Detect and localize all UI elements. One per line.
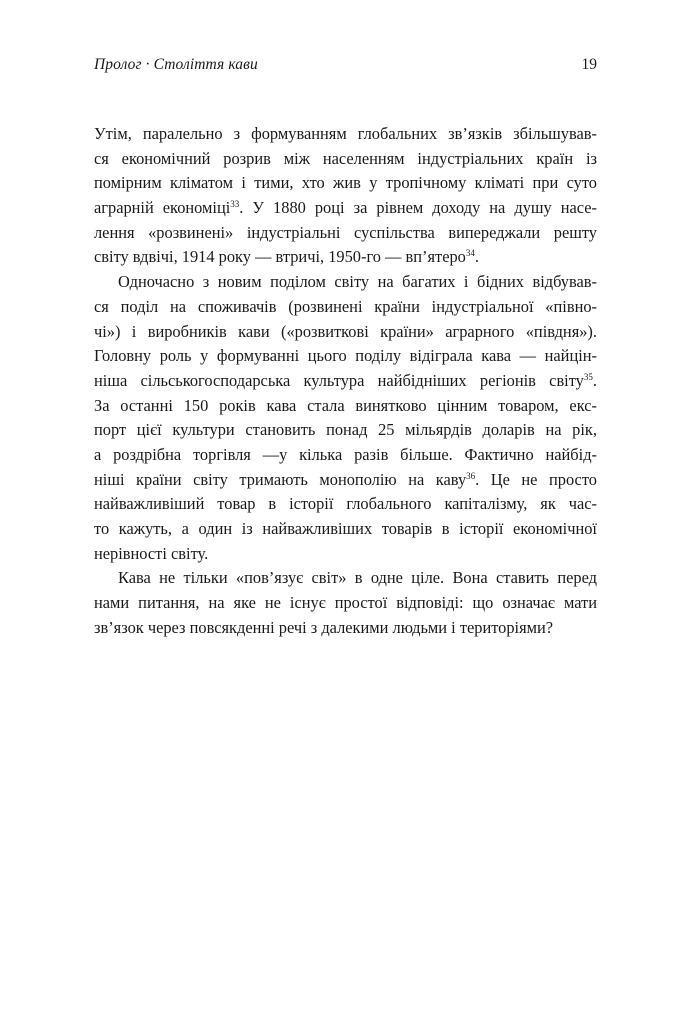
text-line: ся поділ на споживачів (розвинені країни індустріальної «півно-: [94, 296, 597, 316]
text-line: [94, 245, 597, 270]
footnote-ref: 35: [583, 371, 593, 382]
text-line: помірним кліматом і тими, хто жив у тропічному кліматі при суто: [94, 173, 597, 193]
text-line: зв’язок через повсякденні речі з далекими людьми і територіями?: [94, 617, 554, 637]
text-line: порт цієї культури становить понад 25 мільярдів доларів на рік,: [94, 420, 597, 440]
text-line: ся економічний розрив між населенням індустріальних країн із: [94, 148, 597, 168]
line-text: . Це не просто: [475, 469, 597, 489]
line-text: . У 1880 році за рівнем доходу на душу насе-: [239, 198, 597, 218]
text-line: чі») і виробників кави («розвиткові країни» аграрного «півдня»).: [94, 321, 597, 341]
paragraph: [94, 270, 597, 566]
running-header-title: Пролог · Століття кави: [94, 56, 258, 73]
footnote-ref: 34: [465, 248, 475, 259]
text-line: Утім, паралельно з формуванням глобальних зв’язків збільшував-: [94, 124, 597, 143]
text-line: лення «розвинені» індустріальні суспільства випереджали решту: [94, 222, 597, 242]
paragraph: [94, 566, 597, 640]
text-line: Одночасно з новим поділом світу на багатих і бідних відбував-: [118, 272, 597, 292]
line-text: .: [592, 370, 597, 390]
footnote-ref: 33: [230, 199, 240, 210]
text-line: то кажуть, а один із найважливіших товарів в історії економічної: [94, 519, 597, 538]
text-line: нерівності світу.: [94, 543, 209, 563]
text-line: [94, 196, 597, 221]
text-line: а роздрібна торгівля —у кілька разів більше. Фактично найбід-: [94, 444, 597, 464]
line-text: ніші країни світу тримають монополію на каву: [94, 469, 467, 489]
footnote-ref: 36: [466, 470, 476, 481]
page-number: 19: [581, 56, 597, 73]
text-line: Кава не тільки «пов’язує світ» в одне ціле. Вона ставить перед: [118, 568, 597, 588]
text-line: Головну роль у формуванні цього поділу відіграла кава — найцін-: [94, 346, 597, 366]
body-text: [94, 122, 597, 640]
text-line: нами питання, на яке не існує простої відповіді: що означає мати: [94, 593, 597, 613]
line-text: світу вдвічі, 1914 року — втричі, 1950-го — вп’ятеро: [94, 247, 466, 267]
line-text: .: [474, 247, 479, 267]
text-line: За останні 150 років кава стала винятково цінним товаром, екс-: [94, 395, 597, 415]
running-header: [94, 56, 597, 80]
line-text: аграрній економіці: [94, 198, 231, 218]
paragraph: [94, 122, 597, 270]
text-line: найважливіший товар в історії глобального капіталізму, як час-: [94, 494, 597, 514]
text-line: [94, 468, 597, 493]
text-line: [94, 369, 597, 394]
line-text: ніша сільськогосподарська культура найбідніших регіонів світу: [94, 370, 584, 390]
